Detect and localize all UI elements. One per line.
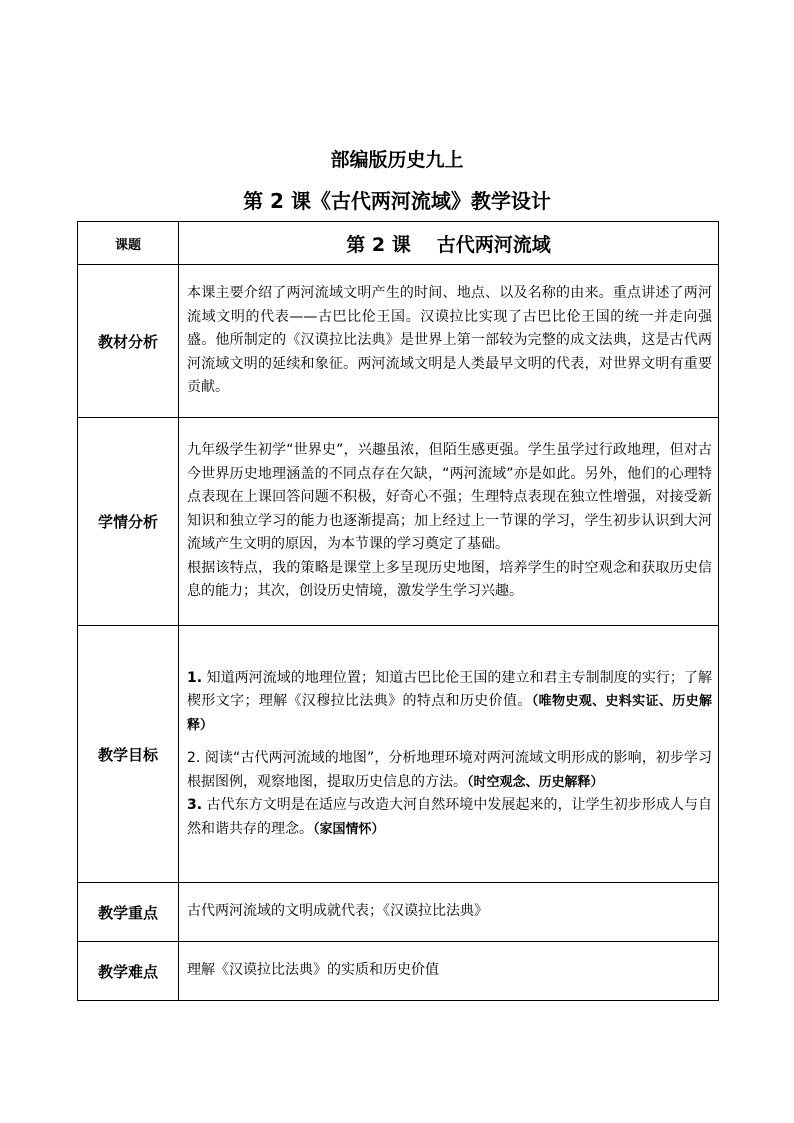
goal-3-competency: （家国情怀） [313, 821, 385, 837]
lesson-plan-table [77, 221, 719, 1001]
difficulties-text: 理解《汉谟拉比法典》的实质和历史价值 [179, 942, 719, 1001]
document-subtitle: 第 2 课《古代两河流域》教学设计 [243, 189, 551, 213]
goal-3 [187, 794, 712, 841]
textbook-analysis-text: 本课主要介绍了两河流域文明产生的时间、地点、以及名称的由来。重点讲述了两河流域文明的代表——古巴比伦王国。汉谟拉比实现了古巴比伦王国的统一并走向强盛。他所制定的《汉谟拉比法典》是世界上第一部较为完整的成文法典，这是古代两河流域文明的延续和象征。两河流域文明是人类最早文明的代表，对世界文明有重要贡献。 [179, 265, 719, 418]
goal-1 [187, 667, 712, 738]
goal-1-text: 知道两河流域的地理位置；知道古巴比伦王国的建立和君主专制制度的实行；了解楔形文字；理解《汉穆拉比法典》的特点和历史价值。 [187, 669, 712, 710]
goal-1-competency: （唯物史观、史料实证、历史解释） [187, 694, 712, 733]
row-textbook-analysis [78, 265, 719, 418]
lesson-title-cell [179, 222, 719, 265]
lesson-name: 古代两河流域 [436, 233, 551, 256]
label-lesson-title: 课题 [78, 222, 179, 265]
student-analysis-paragraph-2: 根据该特点，我的策略是课堂上多呈现历史地图，培养学生的时空观念和获取历史信息的能力；其次，创设历史情境，激发学生学习兴趣。 [187, 559, 712, 600]
student-analysis-paragraph-1: 九年级学生初学“世界史”，兴趣虽浓，但陌生感更强。学生虽学过行政地理，但对古今世界历史地理涵盖的不同点存在欠缺，“两河流域”亦是如此。另外，他们的心理特点表现在上课回答问题不积极，好奇心不强；生理特点表现在独立性增强，对接受新知识和独立学习的能力也逐渐提高；加上经过上一节课的学习，学生初步认识到大河流域产生文明的原因，为本节课的学习奠定了基础。 [187, 442, 712, 553]
row-teaching-goals [78, 626, 719, 883]
row-key-points [78, 883, 719, 942]
goal-1-number: 1. [187, 669, 203, 686]
label-student-analysis: 学情分析 [78, 418, 179, 626]
teaching-goals-cell [179, 626, 719, 883]
goal-3-number: 3. [187, 797, 203, 814]
lesson-number: 第 2 课 [346, 233, 411, 256]
goal-2 [187, 747, 712, 794]
row-lesson-title [78, 222, 719, 265]
goal-2-text: 阅读“古代两河流域的地图”，分析地理环境对两河流域文明形成的影响，初步学习根据图例，观察地图，提取历史信息的方法。 [187, 750, 712, 790]
student-analysis-cell [179, 418, 719, 626]
row-student-analysis [78, 418, 719, 626]
key-points-text: 古代两河流域的文明成就代表；《汉谟拉比法典》 [179, 883, 719, 942]
goal-3-text: 古代东方文明是在适应与改造大河自然环境中发展起来的，让学生初步形成人与自然和谐共存的理念。 [187, 797, 712, 837]
label-key-points: 教学重点 [78, 883, 179, 942]
label-textbook-analysis: 教材分析 [78, 265, 179, 418]
row-difficulties [78, 942, 719, 1001]
goal-2-number: 2. [187, 750, 201, 767]
document-title: 部编版历史九上 [330, 149, 464, 171]
label-difficulties: 教学难点 [78, 942, 179, 1001]
label-teaching-goals: 教学目标 [78, 626, 179, 883]
goal-2-competency: （时空观念、历史解释） [467, 774, 604, 790]
